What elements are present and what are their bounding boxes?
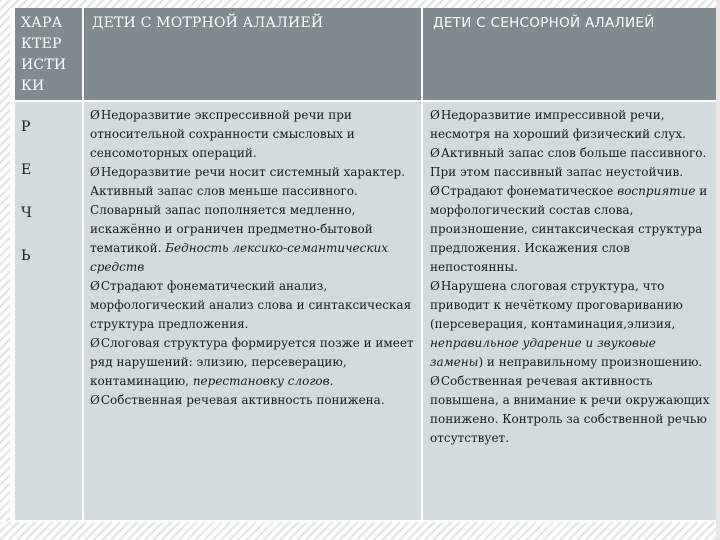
sensory-point: [430, 106, 712, 144]
header-cell-characteristics: [15, 8, 82, 100]
row-label-cell-speech: [15, 102, 82, 520]
sensory-point-text: Недоразвитие импрессивной речи, несмотря на хороший физический слух.: [430, 108, 686, 141]
slide-frame-top: [0, 0, 720, 8]
header-cell-sensory-alalia: [423, 8, 716, 100]
motor-point-text: Недоразвитие экспрессивной речи при относительной сохранности смысловых и сенсомоторных операций.: [90, 108, 355, 160]
bullet-arrow-icon: Ø: [90, 165, 100, 179]
slide-frame-left: [0, 0, 10, 540]
sensory-point-italic: неправильное ударение и звуковые замены: [430, 336, 656, 369]
bullet-arrow-icon: Ø: [430, 108, 440, 122]
motor-point-italic: перестановку слогов: [192, 374, 330, 388]
row-label-letter: Ь: [21, 248, 31, 264]
sensory-point-italic: восприятие: [617, 184, 696, 198]
header-sensory-alalia-label: ДЕТИ С СЕНСОРНОЙ АЛАЛИЕЙ: [433, 15, 655, 31]
sensory-point-text: Нарушена слоговая структура, что приводит к нечёткому проговариванию (персеверация, контаминация,элизия,: [430, 279, 683, 331]
header-motor-alalia-label: ДЕТИ С МОТРНОЙ АЛАЛИЕЙ: [92, 15, 324, 31]
motor-point-italic: Бедность лексико-семантических средств: [90, 241, 389, 274]
sensory-point: [430, 277, 712, 372]
motor-point-text: Активный запас слов меньше пассивного. Словарный запас пополняется медленно, искажённо и ограничен предметно-бытовой тематикой.: [90, 184, 373, 255]
motor-point: [90, 182, 415, 277]
motor-point-text: Недоразвитие речи носит системный характер.: [100, 165, 406, 179]
bullet-arrow-icon: Ø: [430, 374, 440, 388]
sensory-point-text: и морфологический состав слова, произношение, синтаксическая структура предложения. Искажения слов непостоянны.: [430, 184, 708, 274]
row-label-letter: Р: [21, 119, 31, 135]
sensory-point: [430, 372, 712, 448]
motor-point: [90, 277, 415, 334]
motor-point-text: Страдают фонематический анализ, морфологический анализ слова и синтаксическая структура предложения.: [90, 279, 412, 331]
bullet-arrow-icon: Ø: [430, 184, 440, 198]
motor-point: [90, 163, 415, 182]
motor-alalia-description-cell: [84, 102, 421, 520]
row-label-letter: Ч: [21, 205, 32, 221]
sensory-point-text: Страдают фонематическое: [440, 184, 614, 198]
sensory-point-text: Собственная речевая активность повышена, а внимание к речи окружающих понижено. Контроль за собственной речью отсутствует.: [430, 374, 710, 445]
sensory-point-text: Активный запас слов больше пассивного. При этом пассивный запас неустойчив.: [430, 146, 707, 179]
sensory-point: [430, 144, 712, 182]
header-characteristics-label: ХАРА КТЕР ИСТИ КИ: [21, 15, 67, 94]
motor-point-text: Слоговая структура формируется позже и имеет ряд нарушений: элизию, персеверацию, контаминацию,: [90, 336, 414, 388]
bullet-arrow-icon: Ø: [90, 336, 100, 350]
bullet-arrow-icon: Ø: [90, 279, 100, 293]
sensory-point: [430, 182, 712, 277]
motor-point: [90, 334, 415, 391]
bullet-arrow-icon: Ø: [90, 393, 100, 407]
motor-point-text: .: [329, 374, 334, 388]
bullet-arrow-icon: Ø: [90, 108, 100, 122]
motor-point: [90, 106, 415, 163]
slide-frame-right: [716, 0, 720, 540]
motor-point: [90, 391, 415, 410]
bullet-arrow-icon: Ø: [430, 146, 440, 160]
sensory-alalia-description-cell: [423, 102, 716, 520]
row-label-letter: Е: [21, 162, 32, 178]
motor-point-text: Собственная речевая активность понижена.: [100, 393, 385, 407]
sensory-point-text: ) и неправильному произношению.: [478, 355, 703, 369]
slide-frame-bottom: [0, 522, 720, 540]
bullet-arrow-icon: Ø: [430, 279, 440, 293]
header-cell-motor-alalia: [84, 8, 421, 100]
